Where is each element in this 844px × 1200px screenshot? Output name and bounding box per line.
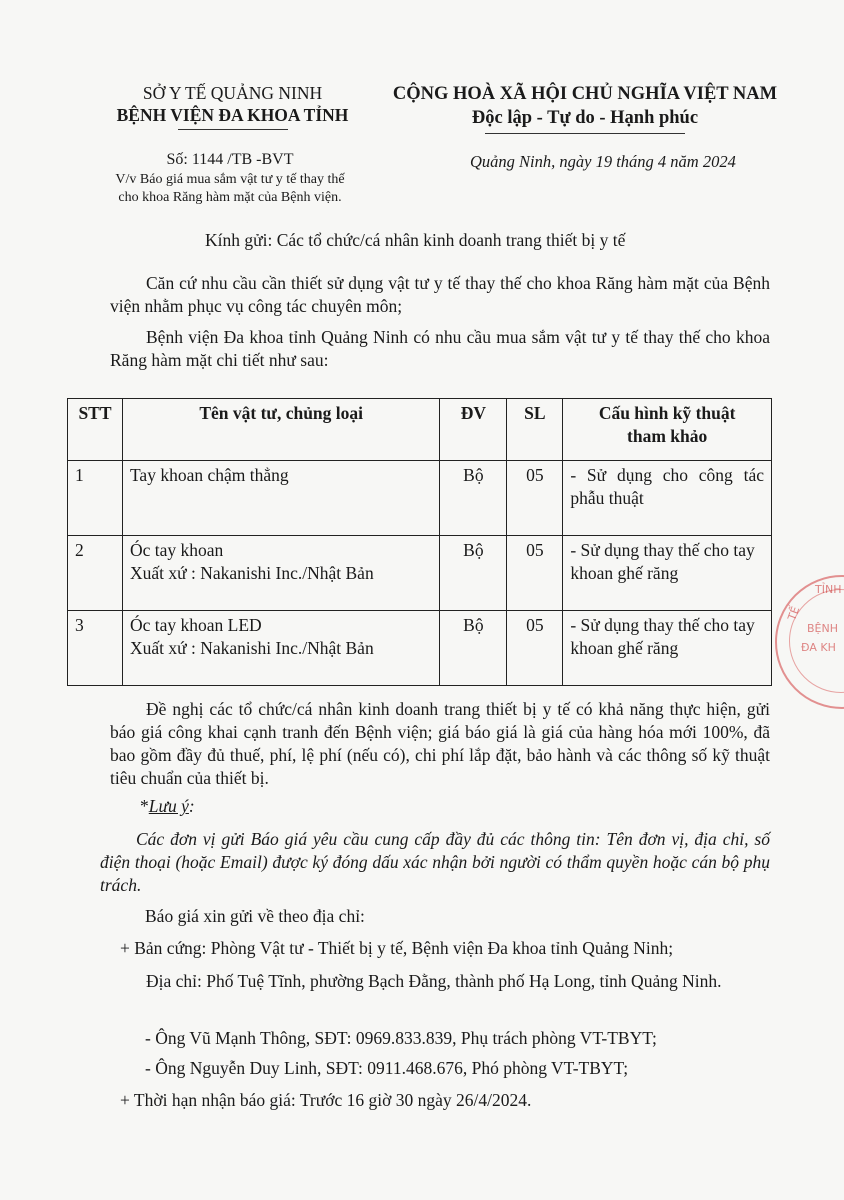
document-subject: [80, 171, 380, 207]
cell-unit: Bộ: [440, 461, 507, 536]
header-name: Tên vật tư, chủng loại: [122, 399, 439, 461]
subject-line: V/v Báo giá mua sắm vật tư y tế thay thế: [115, 172, 345, 187]
cell-spec: - Sử dụng cho công tác phẫu thuật: [563, 461, 772, 536]
note-text: Các đơn vị gửi Báo giá yêu cầu cung cấp đầy đủ các thông tin: Tên đơn vị, địa chỉ, số điện thoại (hoặc Email) được ký đóng dấu xác nhận bởi người có thẩm quyền hoặc cán bộ phụ trách.: [100, 829, 770, 895]
issuing-organization: [95, 82, 370, 130]
contact-line: - Ông Nguyễn Duy Linh, SĐT: 0911.468.676, Phó phòng VT-TBYT;: [145, 1058, 629, 1078]
header-unit: ĐV: [440, 399, 507, 461]
divider: [485, 133, 685, 134]
country-name: CỘNG HOÀ XÃ HỘI CHỦ NGHĨA VIỆT NAM: [392, 84, 778, 104]
stamp-text: TỈNH: [815, 583, 842, 596]
cell-unit: Bộ: [440, 536, 507, 611]
cell-name: [122, 611, 439, 686]
stamp-text: BỆNH: [807, 622, 838, 635]
organization-name: BỆNH VIỆN ĐA KHOA TỈNH: [116, 105, 349, 125]
official-stamp: [775, 575, 844, 709]
header-stt: STT: [68, 399, 123, 461]
item-origin: Xuất xứ : Nakanishi Inc./Nhật Bản: [129, 638, 374, 658]
item-name: Óc tay khoan LED: [129, 615, 262, 635]
cell-stt: 1: [68, 461, 123, 536]
table-row: [68, 536, 772, 611]
subject-line: cho khoa Răng hàm mặt của Bệnh viện.: [118, 190, 342, 205]
intro-paragraph-2: Bệnh viện Đa khoa tỉnh Quảng Ninh có nhu cầu mua sắm vật tư y tế thay thế cho khoa Răng hàm mặt chi tiết như sau:: [110, 327, 770, 370]
contact-line: - Ông Vũ Mạnh Thông, SĐT: 0969.833.839, Phụ trách phòng VT-TBYT;: [145, 1028, 657, 1048]
table-header-row: [68, 399, 772, 461]
hardcopy-line: + Bản cứng: Phòng Vật tư - Thiết bị y tế, Bệnh viện Đa khoa tỉnh Quảng Ninh;: [120, 938, 674, 958]
item-origin: Xuất xứ : Nakanishi Inc./Nhật Bản: [129, 563, 374, 583]
note-colon: :: [188, 796, 195, 816]
address-line: Địa chỉ: Phố Tuệ Tĩnh, phường Bạch Đằng, thành phố Hạ Long, tỉnh Quảng Ninh.: [146, 971, 722, 991]
cell-spec: - Sử dụng thay thế cho tay khoan ghế răng: [563, 536, 772, 611]
header-qty: SL: [507, 399, 563, 461]
cell-qty: 05: [507, 611, 563, 686]
table-row: [68, 611, 772, 686]
cell-name: [122, 536, 439, 611]
cell-qty: 05: [507, 461, 563, 536]
national-header: [385, 82, 785, 134]
salutation: Kính gửi: Các tổ chức/cá nhân kinh doanh trang thiết bị y tế: [205, 230, 626, 250]
cell-stt: 3: [68, 611, 123, 686]
divider: [178, 129, 288, 130]
send-to-line: Báo giá xin gửi về theo địa chỉ:: [145, 906, 365, 926]
note-label: Lưu ý: [148, 796, 189, 816]
items-table: [67, 398, 772, 686]
cell-qty: 05: [507, 536, 563, 611]
cell-unit: Bộ: [440, 611, 507, 686]
stamp-text: TẾ: [785, 604, 803, 623]
header-spec-line: tham khảo: [627, 426, 708, 446]
note-star: *: [140, 796, 149, 816]
cell-stt: 2: [68, 536, 123, 611]
document-number: Số: 1144 /TB -BVT: [166, 151, 294, 168]
intro-paragraph-1: Căn cứ nhu cầu cần thiết sử dụng vật tư y tế thay thế cho khoa Răng hàm mặt của Bệnh viện nhằm phục vụ công tác chuyên môn;: [110, 273, 770, 316]
table-row: [68, 461, 772, 536]
place-date: Quảng Ninh, ngày 19 tháng 4 năm 2024: [470, 152, 736, 171]
cell-name: [122, 461, 439, 536]
parent-organization: SỞ Y TẾ QUẢNG NINH: [142, 83, 323, 103]
national-motto: Độc lập - Tự do - Hạnh phúc: [471, 108, 699, 128]
note-heading: [140, 796, 195, 817]
stamp-text: ĐA KH: [801, 641, 836, 654]
header-spec: [563, 399, 772, 461]
deadline-line: + Thời hạn nhận báo giá: Trước 16 giờ 30 ngày 26/4/2024.: [120, 1090, 532, 1110]
header-spec-line: Cấu hình kỹ thuật: [598, 403, 736, 423]
cell-spec: - Sử dụng thay thế cho tay khoan ghế răng: [563, 611, 772, 686]
item-name: Óc tay khoan: [129, 540, 224, 560]
request-paragraph: Đề nghị các tổ chức/cá nhân kinh doanh trang thiết bị y tế có khả năng thực hiện, gửi báo giá công khai cạnh tranh đến Bệnh viện; giá báo giá là giá của hàng hóa mới 100%, đã bao gồm đầy đủ thuế, phí, lệ phí (nếu có), chi phí lắp đặt, bảo hành và các thông số kỹ thuật tiêu chuẩn của thiết bị.: [110, 699, 770, 788]
item-name: Tay khoan chậm thẳng: [129, 465, 289, 485]
